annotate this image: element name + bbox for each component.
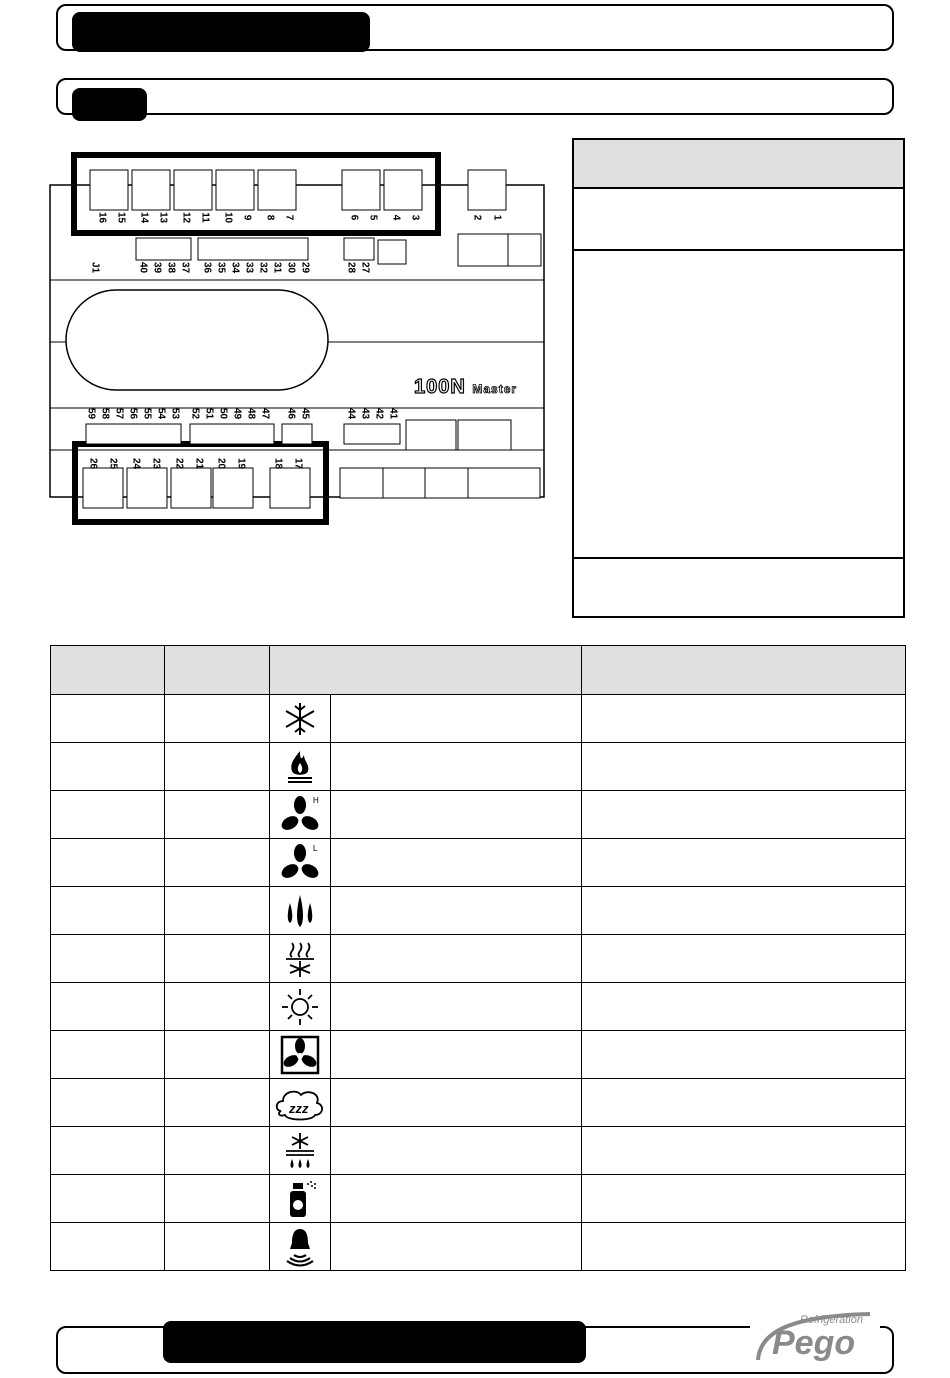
terminal-label: 26 (87, 457, 99, 470)
logo-tagline: Refrigeration (800, 1314, 863, 1326)
table-row (51, 983, 906, 1031)
terminal-label: 36 (201, 261, 213, 274)
model-label (414, 376, 517, 399)
terminal-label: 29 (299, 261, 311, 274)
terminal-label: 40 (137, 261, 149, 274)
terminal-label: 46 (285, 407, 297, 420)
terminal-label: 24 (130, 457, 142, 470)
terminal-label: 15 (115, 211, 127, 224)
terminal-label: 59 (85, 407, 97, 420)
snowflake-icon (270, 695, 331, 743)
terminal-label: 49 (231, 407, 243, 420)
terminal-label: 33 (243, 261, 255, 274)
terminal-label: 54 (155, 407, 167, 420)
terminal-label: 45 (299, 407, 311, 420)
info-box-row-2 (572, 249, 905, 559)
terminal-label: 58 (99, 407, 111, 420)
terminal-label: 20 (215, 457, 227, 470)
terminal-label: 2 (471, 214, 483, 221)
fan-box-icon (270, 1031, 331, 1079)
terminal-label: 43 (359, 407, 371, 420)
drip-icon (270, 1127, 331, 1175)
top-terminal-labels (90, 212, 430, 226)
table-row (51, 695, 906, 743)
terminal-label: 44 (345, 407, 357, 420)
alarm-bell-icon (270, 1223, 331, 1271)
svg-text:zzz: zzz (289, 1100, 309, 1116)
terminal-label: 22 (173, 457, 185, 470)
table-row (51, 743, 906, 791)
terminal-label: 48 (245, 407, 257, 420)
terminal-label: 11 (199, 212, 211, 223)
terminal-label: 4 (390, 214, 402, 221)
model-number: 100N (414, 376, 466, 398)
terminal-label: 14 (138, 211, 150, 224)
terminal-label: 27 (359, 261, 371, 274)
terminal-label: 17 (292, 457, 304, 470)
defrost-icon (270, 935, 331, 983)
table-header-cell (270, 646, 582, 695)
terminal-label: 34 (229, 261, 241, 274)
terminal-label: 3 (409, 214, 421, 221)
light-icon (270, 983, 331, 1031)
table-header-cell (51, 646, 165, 695)
flame-icon (270, 743, 331, 791)
svg-text:H: H (313, 795, 319, 805)
terminal-label: 35 (215, 261, 227, 274)
header-frame-2 (56, 78, 894, 115)
terminal-label: 47 (259, 407, 271, 420)
terminal-label: 57 (113, 407, 125, 420)
table-row (51, 1079, 906, 1127)
terminal-label: 32 (257, 261, 269, 274)
section-number-bar (72, 88, 147, 121)
table-row (51, 1223, 906, 1271)
pego-logo (750, 1302, 880, 1368)
terminal-label: 16 (96, 211, 108, 224)
footer-title-bar (163, 1321, 586, 1363)
terminal-label: 28 (345, 261, 357, 274)
device-diagram (48, 150, 548, 530)
bottom-terminal-labels (86, 458, 316, 472)
terminal-label: 18 (272, 457, 284, 470)
table-row (51, 839, 906, 887)
terminal-label: J1 (89, 261, 101, 274)
table-row (51, 1031, 906, 1079)
terminal-label: 31 (271, 261, 283, 274)
mid-upper-terminal-labels (88, 262, 388, 276)
terminal-label: 5 (367, 214, 379, 221)
table-row (51, 1175, 906, 1223)
info-box-row-1 (572, 187, 905, 251)
terminal-label: 8 (264, 214, 276, 221)
humidifier-icon (270, 1175, 331, 1223)
terminal-label: 56 (127, 407, 139, 420)
terminal-label: 51 (203, 407, 215, 420)
fan-low-icon (270, 839, 331, 887)
terminal-label: 12 (180, 211, 192, 224)
svg-text:L: L (313, 843, 318, 853)
header-title-bar (72, 12, 370, 52)
mid-lower-terminal-labels (84, 408, 414, 422)
terminal-label: 50 (217, 407, 229, 420)
top-terminal-labels-right (470, 212, 510, 226)
terminal-label: 37 (179, 261, 191, 274)
terminal-label: 30 (285, 261, 297, 274)
terminal-label: 13 (157, 211, 169, 224)
terminal-label: 21 (193, 457, 205, 470)
table-row (51, 791, 906, 839)
table-header-cell (582, 646, 906, 695)
terminal-label: 9 (241, 214, 253, 221)
terminal-label: 39 (151, 261, 163, 274)
table-header-cell (165, 646, 270, 695)
terminal-label: 6 (348, 214, 360, 221)
controller-drawing (48, 150, 548, 530)
terminal-label: 25 (107, 457, 119, 470)
terminal-label: 55 (141, 407, 153, 420)
terminal-label: 42 (373, 407, 385, 420)
terminal-label: 10 (222, 211, 234, 224)
table-header-row (51, 646, 906, 695)
table-row (51, 1127, 906, 1175)
standby-icon (270, 1079, 331, 1127)
fan-high-icon (270, 791, 331, 839)
drops-icon (270, 887, 331, 935)
info-box-row-3 (572, 557, 905, 618)
terminal-label: 41 (387, 407, 399, 420)
table-row (51, 935, 906, 983)
logo-brand: Pego (772, 1324, 856, 1362)
terminal-label: 38 (165, 261, 177, 274)
terminal-label: 1 (491, 214, 503, 221)
terminal-label: 53 (169, 407, 181, 420)
icon-table (50, 645, 906, 1271)
terminal-label: 23 (150, 457, 162, 470)
terminal-label: 19 (235, 457, 247, 470)
model-suffix: Master (472, 382, 518, 396)
terminal-label: 52 (189, 407, 201, 420)
terminal-label: 7 (283, 214, 295, 221)
table-row (51, 887, 906, 935)
info-box-header (572, 138, 905, 189)
